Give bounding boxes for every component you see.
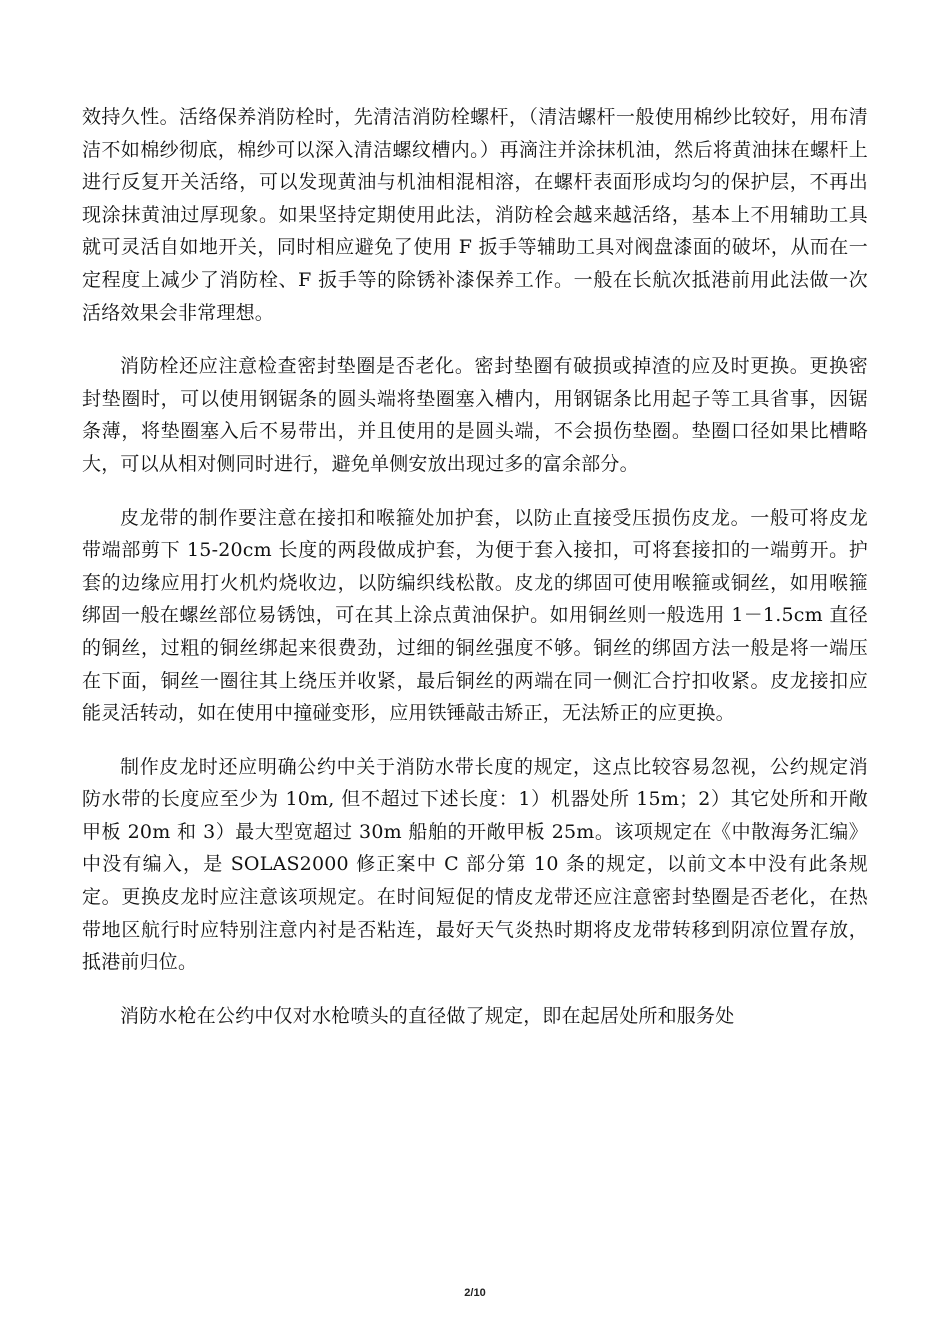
paragraph-5: 消防水枪在公约中仅对水枪喷头的直径做了规定，即在起居处所和服务处	[120, 1004, 735, 1027]
paragraph-3: 皮龙带的制作要注意在接扣和喉箍处加护套，以防止直接受压损伤皮龙。一般可将皮龙带端部剪下 15-20cm 长度的两段做成护套，为便于套入接扣，可将套接扣的一端剪开。护套的边缘应用打火机灼烧收边，以防编织线松散。皮龙的绑固可使用喉箍或铜丝，如用喉箍绑固一般在螺丝部位易锈蚀，可在其上涂点黄油保护。如用铜丝则一般选用 1－1.5cm 直径的铜丝，过粗的铜丝绑起来很费劲，过细的铜丝强度不够。铜丝的绑固方法一般是将一端压在下面，铜丝一圈往其上绕压并收紧，最后铜丝的两端在同一侧汇合拧扣收紧。皮龙接扣应能灵活转动，如在使用中撞碰变形，应用铁锤敲击矫正，无法矫正的应更换。	[82, 506, 868, 725]
paragraph-4: 制作皮龙时还应明确公约中关于消防水带长度的规定，这点比较容易忽视，公约规定消防水带的长度应至少为 10m, 但不超过下述长度：1）机器处所 15m；2）其它处所和开敞甲板 20m 和 3）最大型宽超过 30m 船舶的开敞甲板 25m。该项规定在《中散海务汇编》中没有编入，是 SOLAS2000 修正案中 C 部分第 10 条的规定，以前文本中没有此条规定。更换皮龙时应注意该项规定。在时间短促的情皮龙带还应注意密封垫圈是否老化，在热带地区航行时应特别注意内衬是否粘连，最好天气炎热时期将皮龙带转移到阴凉位置存放，抵港前归位。	[82, 755, 868, 974]
paragraph-1: 效持久性。活络保养消防栓时，先清洁消防栓螺杆，（清洁螺杆一般使用棉纱比较好，用布清洁不如棉纱彻底，棉纱可以深入清洁螺纹槽内。）再滴注并涂抹机油，然后将黄油抹在螺杆上进行反复开关活络，可以发现黄油与机油相混相溶，在螺杆表面形成均匀的保护层，不再出现涂抹黄油过厚现象。如果坚持定期使用此法，消防栓会越来越活络，基本上不用辅助工具就可灵活自如地开关，同时相应避免了使用 F 扳手等辅助工具对阀盘漆面的破坏，从而在一定程度上减少了消防栓、F 扳手等的除锈补漆保养工作。一般在长航次抵港前用此法做一次活络效果会非常理想。	[82, 106, 868, 324]
page-number: 2/10	[464, 1287, 486, 1299]
paragraph-2: 消防栓还应注意检查密封垫圈是否老化。密封垫圈有破损或掉渣的应及时更换。更换密封垫圈时，可以使用钢锯条的圆头端将垫圈塞入槽内，用钢锯条比用起子等工具省事，因锯条薄，将垫圈塞入后不易带出，并且使用的是圆头端，不会损伤垫圈。垫圈口径如果比槽略大，可以从相对侧同时进行，避免单侧安放出现过多的富余部分。	[82, 355, 868, 475]
document-body	[82, 101, 868, 1053]
